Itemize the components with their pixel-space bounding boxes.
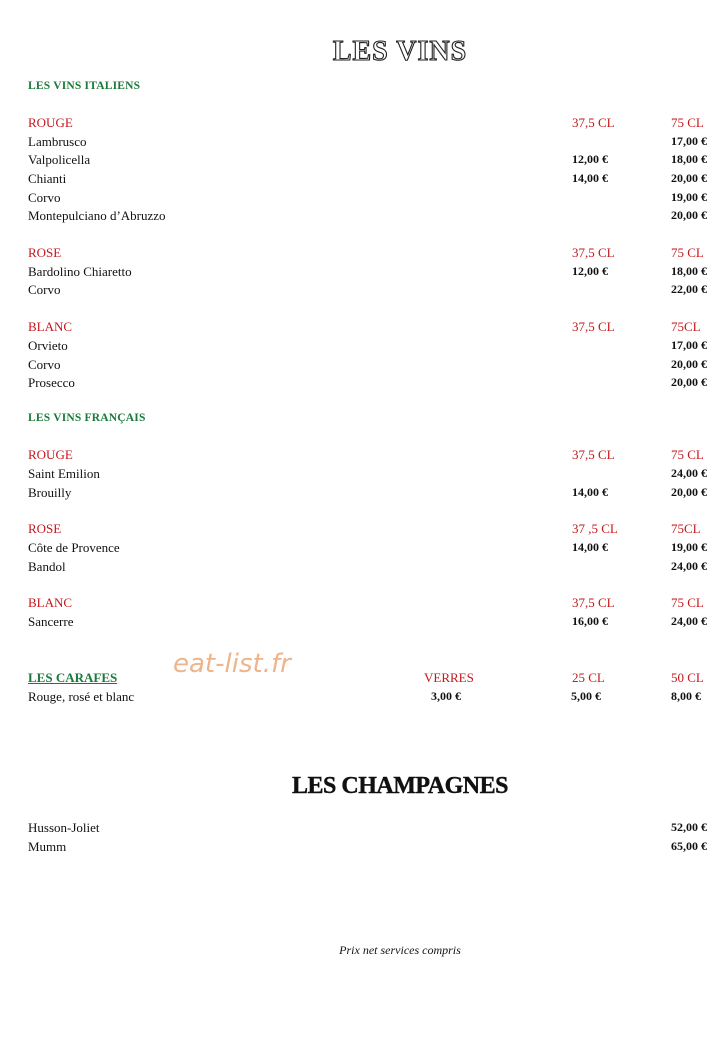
price-37cl: 14,00 € xyxy=(572,485,608,499)
price-75cl: 19,00 € xyxy=(671,190,707,204)
price-25cl: 5,00 € xyxy=(571,689,601,703)
price-75cl: 20,00 € xyxy=(671,375,707,389)
category-french-rouge: ROUGE xyxy=(28,447,73,462)
champagne-name: Husson-Joliet xyxy=(28,820,100,835)
col-header-25cl: 25 CL xyxy=(572,670,605,685)
price-37cl: 14,00 € xyxy=(572,171,608,185)
col-header-37cl: 37,5 CL xyxy=(572,319,615,334)
price-50cl: 8,00 € xyxy=(671,689,701,703)
champagne-price: 65,00 € xyxy=(671,839,707,853)
price-75cl: 20,00 € xyxy=(671,485,707,499)
price-75cl: 24,00 € xyxy=(671,614,707,628)
price-75cl: 20,00 € xyxy=(671,208,707,222)
carafe-item-name: Rouge, rosé et blanc xyxy=(28,689,135,704)
wine-name: Bandol xyxy=(28,559,66,574)
category-french-rose: ROSE xyxy=(28,521,62,536)
price-verres: 3,00 € xyxy=(431,689,461,703)
price-37cl: 16,00 € xyxy=(572,614,608,628)
col-header-50cl: 50 CL xyxy=(671,670,704,685)
price-75cl: 17,00 € xyxy=(671,134,707,148)
col-header-verres: VERRES xyxy=(424,670,474,685)
col-header-75cl: 75 CL xyxy=(671,447,704,462)
price-75cl: 20,00 € xyxy=(671,357,707,371)
heading-french-text: LES VINS FRANÇAIS xyxy=(28,412,146,424)
price-75cl: 18,00 € xyxy=(671,264,707,278)
price-75cl: 17,00 € xyxy=(671,338,707,352)
wine-name: Lambrusco xyxy=(28,134,87,149)
price-75cl: 19,00 € xyxy=(671,540,707,554)
wine-name: Prosecco xyxy=(28,375,75,390)
page-title: LES VINS xyxy=(332,36,468,67)
section-carafes-heading: LES CARAFES xyxy=(28,670,118,685)
price-75cl: 20,00 € xyxy=(671,171,707,185)
col-header-37cl: 37,5 CL xyxy=(572,447,615,462)
wine-name: Orvieto xyxy=(28,338,68,353)
wine-name: Chianti xyxy=(28,171,67,186)
wine-name: Côte de Provence xyxy=(28,540,120,555)
section-french-heading xyxy=(28,412,146,424)
wine-name: Valpolicella xyxy=(28,152,91,167)
col-header-75cl: 75CL xyxy=(671,521,701,536)
col-header-37cl: 37 ,5 CL xyxy=(572,521,618,536)
col-header-75cl: 75 CL xyxy=(671,595,704,610)
section-italian-heading xyxy=(28,80,140,92)
price-75cl: 24,00 € xyxy=(671,559,707,573)
price-75cl: 24,00 € xyxy=(671,466,707,480)
col-header-37cl: 37,5 CL xyxy=(572,245,615,260)
wine-name: Saint Emilion xyxy=(28,466,100,481)
price-37cl: 12,00 € xyxy=(572,152,608,166)
col-header-37cl: 37,5 CL xyxy=(572,115,615,130)
category-italian-rose: ROSE xyxy=(28,245,62,260)
col-header-75cl: 75CL xyxy=(671,319,701,334)
category-italian-rouge: ROUGE xyxy=(28,115,73,130)
wine-name: Sancerre xyxy=(28,614,74,629)
col-header-75cl: 75 CL xyxy=(671,245,704,260)
price-37cl: 14,00 € xyxy=(572,540,608,554)
category-french-blanc: BLANC xyxy=(28,595,73,610)
wine-name: Montepulciano d’Abruzzo xyxy=(28,208,166,223)
price-75cl: 22,00 € xyxy=(671,282,707,296)
col-header-75cl: 75 CL xyxy=(671,115,704,130)
wine-name: Bardolino Chiaretto xyxy=(28,264,132,279)
wine-name: Corvo xyxy=(28,357,61,372)
wine-name: Brouilly xyxy=(28,485,72,500)
watermark-logo: eat-list.fr xyxy=(173,649,291,679)
wine-name: Corvo xyxy=(28,190,61,205)
champagnes-title: LES CHAMPAGNES xyxy=(292,773,508,799)
category-italian-blanc: BLANC xyxy=(28,319,73,334)
champagne-price: 52,00 € xyxy=(671,820,707,834)
heading-italian-text: LES VINS ITALIENS xyxy=(28,80,141,92)
champagne-name: Mumm xyxy=(28,839,67,854)
price-37cl: 12,00 € xyxy=(572,264,608,278)
col-header-37cl: 37,5 CL xyxy=(572,595,615,610)
price-75cl: 18,00 € xyxy=(671,152,707,166)
footer-note: Prix net services compris xyxy=(339,943,461,957)
wine-name: Corvo xyxy=(28,282,61,297)
